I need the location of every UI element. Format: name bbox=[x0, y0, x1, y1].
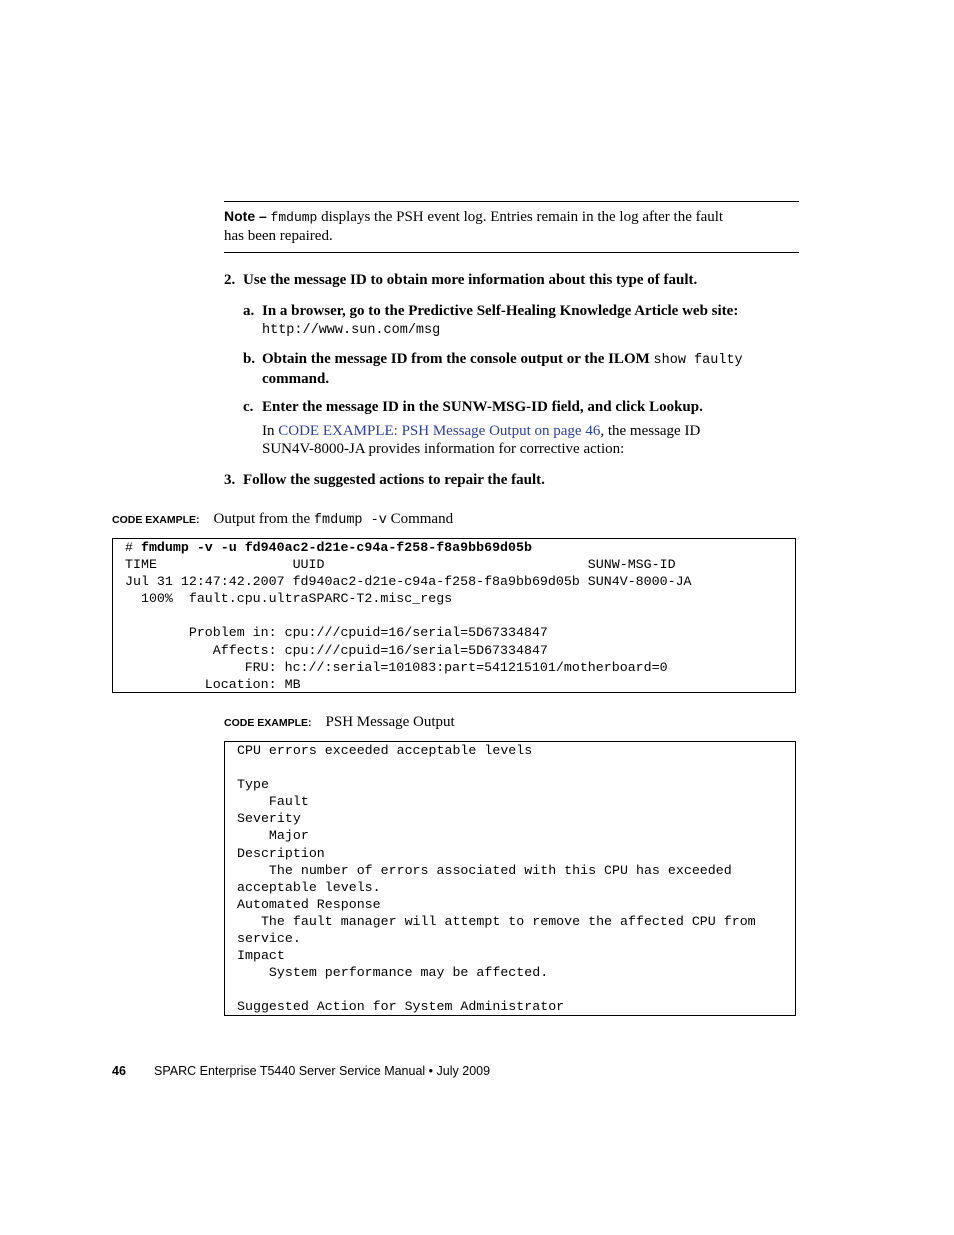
code-example-2-pre bbox=[237, 742, 795, 1016]
code-line: Suggested Action for System Administrator bbox=[237, 999, 565, 1015]
code-line bbox=[125, 607, 795, 624]
code-example-2-title: PSH Message Output bbox=[325, 714, 455, 730]
substep-a-letter: a. bbox=[243, 303, 255, 319]
step-3-text: Follow the suggested actions to repair the fault. bbox=[243, 472, 545, 488]
code-line bbox=[237, 759, 795, 776]
code-line bbox=[237, 981, 795, 998]
note-code: fmdump bbox=[270, 210, 318, 225]
code-example-1-title-prefix: Output from the bbox=[213, 511, 314, 527]
footer-title: SPARC Enterprise T5440 Server Service Manual bbox=[154, 1064, 426, 1078]
code-line-command bbox=[125, 539, 795, 556]
substep-c-line2: SUN4V-8000-JA provides information for corrective action: bbox=[262, 441, 625, 457]
code-example-2-box bbox=[224, 741, 796, 1016]
page-footer bbox=[112, 1063, 490, 1079]
code-line: 100% fault.cpu.ultraSPARC-T2.misc_regs bbox=[125, 591, 453, 607]
substep-c-suffix: , the message ID bbox=[600, 423, 701, 439]
code-line: TIME UUID SUNW-MSG-ID bbox=[125, 557, 676, 573]
code-command: fmdump -v -u fd940ac2-d21e-c94a-f258-f8a9bb69d05b bbox=[140, 540, 532, 555]
code-example-link[interactable]: CODE EXAMPLE: PSH Message Output on page 46 bbox=[278, 423, 601, 439]
code-example-1-label: CODE EXAMPLE: bbox=[112, 514, 200, 526]
code-line: System performance may be affected. bbox=[237, 965, 549, 981]
code-line: The fault manager will attempt to remove the affected CPU from bbox=[237, 913, 756, 929]
code-example-1-pre bbox=[125, 539, 795, 693]
code-line: Affects: cpu:///cpuid=16/serial=5D67334847 bbox=[125, 642, 548, 658]
code-line: Impact bbox=[237, 948, 285, 964]
code-line: Type bbox=[237, 777, 269, 793]
code-example-2-caption bbox=[224, 713, 455, 732]
substep-a-text: In a browser, go to the Predictive Self-Healing Knowledge Article web site: bbox=[262, 303, 739, 319]
substep-c-letter: c. bbox=[243, 399, 254, 415]
step-2-text: Use the message ID to obtain more information about this type of fault. bbox=[243, 272, 698, 288]
step-3 bbox=[224, 471, 545, 489]
code-line: acceptable levels. bbox=[237, 879, 381, 895]
code-line: Fault bbox=[237, 794, 309, 810]
code-line: Automated Response bbox=[237, 896, 381, 912]
code-prompt: # bbox=[125, 540, 141, 555]
substep-c-text: Enter the message ID in the SUNW-MSG-ID field, and click Lookup. bbox=[262, 399, 703, 415]
note-label: Note – bbox=[224, 208, 267, 224]
code-line: CPU errors exceeded acceptable levels bbox=[237, 743, 533, 758]
code-line: Jul 31 12:47:42.2007 fd940ac2-d21e-c94a-f258-f8a9bb69d05b SUN4V-8000-JA bbox=[125, 574, 692, 590]
code-example-1-title-code: fmdump -v bbox=[313, 513, 387, 528]
substep-b-text2: command. bbox=[262, 371, 330, 387]
note-text-line2: has been repaired. bbox=[224, 228, 333, 244]
step-2 bbox=[224, 271, 697, 289]
code-example-1-caption bbox=[112, 510, 453, 530]
code-line: service. bbox=[237, 931, 301, 947]
code-line: Description bbox=[237, 845, 325, 861]
step-3-number: 3. bbox=[224, 472, 236, 488]
code-line: Severity bbox=[237, 811, 301, 827]
code-example-1-box bbox=[112, 538, 796, 693]
footer-bullet: • bbox=[428, 1064, 434, 1078]
page-number: 46 bbox=[112, 1064, 126, 1078]
code-line: The number of errors associated with this CPU has exceeded bbox=[237, 862, 732, 878]
code-example-2-label: CODE EXAMPLE: bbox=[224, 717, 312, 729]
note-text-line1: displays the PSH event log. Entries remain in the log after the fault bbox=[317, 209, 724, 225]
code-line: FRU: hc://:serial=101083:part=541215101/motherboard=0 bbox=[125, 659, 668, 675]
note-box bbox=[224, 201, 799, 253]
psh-url[interactable]: http://www.sun.com/msg bbox=[262, 323, 441, 338]
footer-date: July 2009 bbox=[436, 1064, 491, 1078]
code-line: Location: MB bbox=[125, 676, 301, 692]
code-example-1-title-suffix: Command bbox=[386, 511, 454, 527]
substep-b-code: show faulty bbox=[653, 353, 743, 368]
substep-b-letter: b. bbox=[243, 351, 256, 367]
substep-c-prefix: In bbox=[262, 423, 279, 439]
step-2-number: 2. bbox=[224, 272, 236, 288]
code-line: Major bbox=[237, 828, 309, 844]
substep-b-text: Obtain the message ID from the console output or the ILOM bbox=[262, 351, 654, 367]
code-line: Problem in: cpu:///cpuid=16/serial=5D67334847 bbox=[125, 625, 548, 641]
